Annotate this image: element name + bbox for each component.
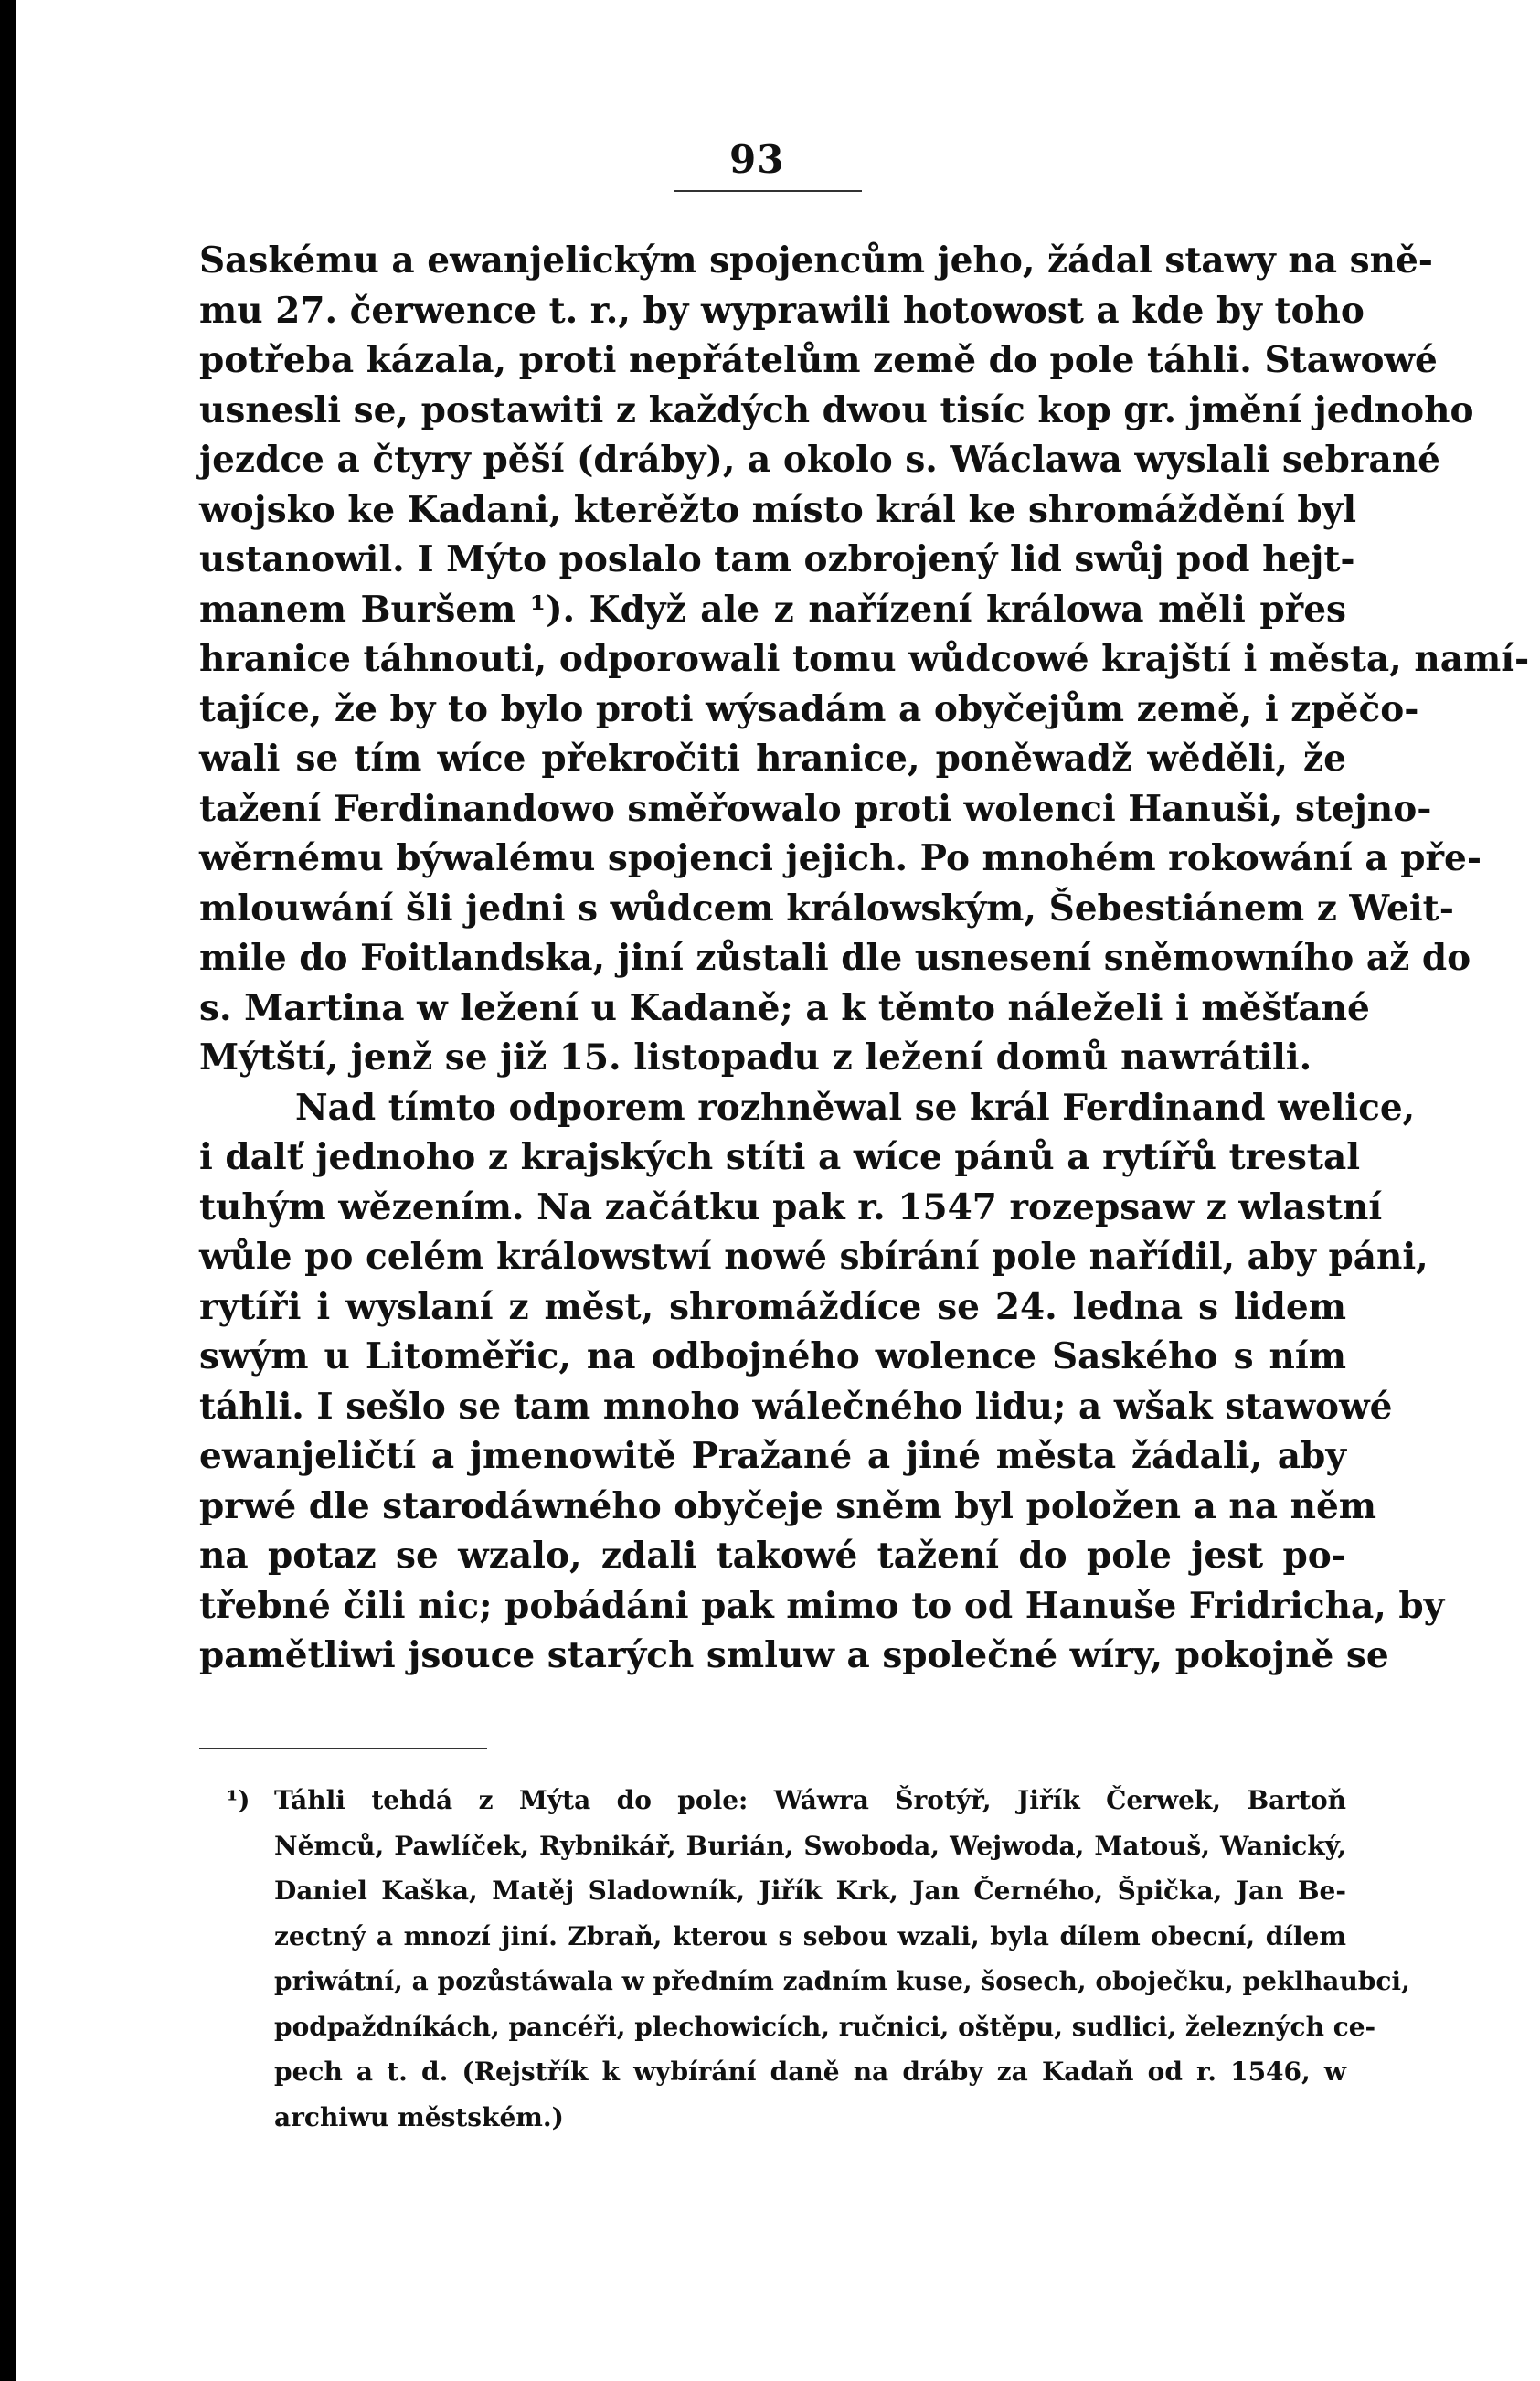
body-text: [199, 236, 1530, 1681]
text-line: tajíce, že by to bylo proti wýsadám a obyčejům země, i zpěčo-: [199, 687, 1419, 730]
text-line: tuhým wězením. Na začátku pak r. 1547 rozepsaw z wlastní: [199, 1185, 1383, 1228]
text-line: s. Martina w ležení u Kadaně; a k těmto náleželi i měšťané: [199, 986, 1370, 1029]
footnote-line: Daniel Kaška, Matěj Sladowník, Jiřík Krk, Jan Černého, Špička, Jan Be-: [274, 1876, 1346, 1906]
text-line: tažení Ferdinandowo směřowalo proti wolenci Hanuši, stejno-: [199, 787, 1432, 830]
text-line: swým u Litoměřic, na odbojného wolence Saského s ním: [199, 1335, 1346, 1377]
footnote-rule: [199, 1748, 487, 1749]
footnote-marker: ¹): [227, 1785, 250, 1815]
text-line: manem Buršem ¹). Když ale z nařízení králowa měli přes: [199, 588, 1346, 631]
text-line: prwé dle starodáwného obyčeje sněm byl položen a na něm: [199, 1484, 1377, 1527]
footnote: [199, 1778, 1410, 2140]
book-page: [16, 0, 1540, 2381]
text-line: ustanowil. I Mýto poslalo tam ozbrojený lid swůj pod hejt-: [199, 538, 1355, 580]
text-line: rytíři i wyslaní z měst, shromáždíce se 24. ledna s lidem: [199, 1285, 1346, 1328]
header-rule: [674, 190, 862, 192]
text-line: i dalť jednoho z krajských stíti a wíce pánů a rytířů trestal: [199, 1136, 1361, 1178]
text-line: mile do Foitlandska, jiní zůstali dle usnesení sněmowního až do: [199, 937, 1471, 979]
text-line: Saskému a ewanjelickým spojencům jeho, žádal stawy na sně-: [199, 239, 1433, 282]
footnote-line: podpaždníkách, pancéři, plechowicích, ručnici, oštěpu, sudlici, železných ce-: [274, 2011, 1376, 2042]
text-line: wali se tím wíce překročiti hranice, poněwadž wěděli, že: [199, 738, 1346, 780]
text-line: potřeba kázala, proti nepřátelům země do pole táhli. Stawowé: [199, 339, 1438, 381]
text-line: usnesli se, postawiti z každých dwou tisíc kop gr. jmění jednoho: [199, 388, 1474, 431]
text-line: wojsko ke Kadani, kterěžto místo král ke shromáždění byl: [199, 488, 1357, 531]
text-line: ewanjeličtí a jmenowitě Pražané a jiné města žádali, aby: [199, 1435, 1346, 1477]
text-line: hranice táhnouti, odporowali tomu wůdcowé krajští i města, namí-: [199, 638, 1530, 680]
text-line: mlouwání šli jedni s wůdcem králowským, Šebestiánem z Weit-: [199, 887, 1454, 930]
text-line: Nad tímto odporem rozhněwal se král Ferdinand welice,: [295, 1086, 1416, 1129]
footnote-line: archiwu městském.): [274, 2101, 564, 2132]
text-line: Mýtští, jenž se již 15. listopadu z ležení domů nawrátili.: [199, 1036, 1312, 1079]
text-line: na potaz se wzalo, zdali takowé tažení do pole jest po-: [199, 1535, 1346, 1577]
text-line: wěrnému býwalému spojenci jejich. Po mnohém rokowání a pře-: [199, 837, 1482, 879]
text-line: třebné čili nic; pobádáni pak mimo to od Hanuše Fridricha, by: [199, 1584, 1445, 1627]
footnote-line: Němců, Pawlíček, Rybnikář, Burián, Swoboda, Wejwoda, Matouš, Wanický,: [274, 1830, 1346, 1861]
footnote-line: pech a t. d. (Rejstřík k wybírání daně na dráby za Kadaň od r. 1546, w: [274, 2057, 1346, 2087]
footnote-line: [199, 1778, 1346, 1823]
page-number: 93: [729, 137, 785, 182]
footnote-line: priwátní, a pozůstáwala w předním zadním kuse, šosech, oboječku, peklhaubci,: [274, 1966, 1410, 1996]
text-line: mu 27. čerwence t. r., by wyprawili hotowost a kde by toho: [199, 289, 1365, 332]
text-line: táhli. I sešlo se tam mnoho wálečného lidu; a wšak stawowé: [199, 1385, 1393, 1428]
text-line: pamětliwi jsouce starých smluw a společné wíry, pokojně se: [199, 1634, 1389, 1676]
text-line: wůle po celém králowstwí nowé sbírání pole nařídil, aby páni,: [199, 1236, 1428, 1278]
footnote-line: zectný a mnozí jiní. Zbraň, kterou s sebou wzali, byla dílem obecní, dílem: [274, 1920, 1346, 1951]
text-line: jezdce a čtyry pěší (dráby), a okolo s. Wáclawa wyslali sebrané: [199, 439, 1440, 481]
footnote-text: Táhli tehdá z Mýta do pole: Wáwra Šrotýř, Jiřík Čerwek, Bartoň: [274, 1785, 1346, 1815]
